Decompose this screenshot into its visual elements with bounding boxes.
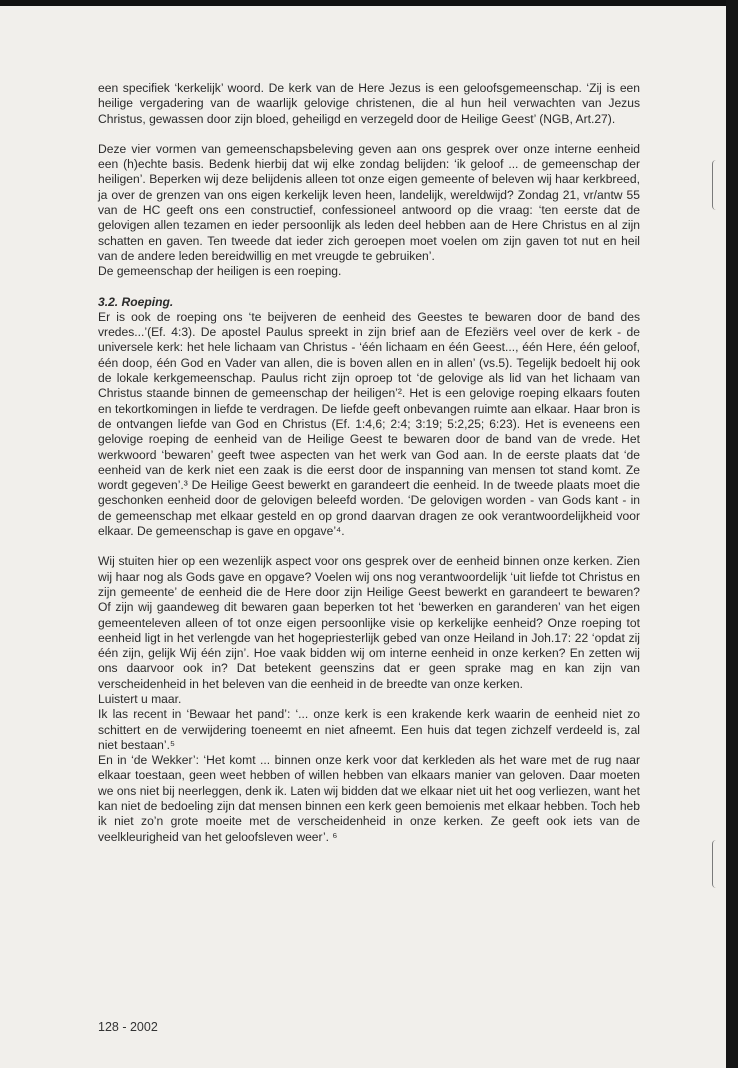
margin-bracket-top (712, 160, 721, 210)
paragraph-roeping: Er is ook de roeping ons ‘te beijveren de eenheid des Geestes te bewaren door de band des vredes...’(Ef. 4:3). De apostel Paulus spreekt in zijn brief aan de Efeziërs veel over de kerk - de universele kerk: het hele lichaam van Christus - ‘één lichaam en één Geest..., één Here, één geloof, één doop, één God en Vader van allen, die is boven allen en in allen’ (vs.5). Tegelijk bedoelt hij ook de lokale kerkgemeenschap. Paulus richt zijn oproep tot ‘de gelovige als lid van het lichaam van Christus staande binnen de gemeenschap der heiligen’². Het is een gelovige roeping elkaars fouten en tekortkomingen in liefde te verdragen. De liefde geeft onbevangen ruimte aan elkaar. Haar bron is de ontvangen liefde van God en Christus (Ef. 1:4,6; 2:4; 3:19; 5:2,25; 6:23). Het is eveneens een gelovige roeping de eenheid van de Heilige Geest te bewaren door de band van de vrede. Het werkwoord ‘bewaren’ geeft twee aspecten van het werk van God aan. In de eerste plaats dat ‘de eenheid van de kerk niet een zaak is die eerst door de inspanning van mensen tot stand komt. Ze wordt gegeven’.³ De Heilige Geest bewerkt en garandeert die eenheid. In de tweede plaats moet die geschonken eenheid door de gelovigen beleefd worden. ‘De gelovigen worden - van Gods kant - in de gemeenschap met elkaar gesteld en op grond daarvan dragen ze ook verantwoordelijkheid voor elkaar. De gemeenschap is gave en opgave’⁴. (98, 309, 640, 539)
scan-border-top (0, 0, 738, 6)
paragraph-roeping-statement: De gemeenschap der heiligen is een roeping. (98, 264, 342, 279)
paragraph-eenheid: Wij stuiten hier op een wezenlijk aspect voor ons gesprek over de eenheid binnen onze kerken. Zien wij haar nog als Gods gave en opgave? Voelen wij ons nog verantwoordelijk ‘uit liefde tot Christus en zijn gemeente’ de eenheid die de Here door zijn Heilige Geest bewerkt en garandeert te bewaren? Of zijn wij gaandeweg dit bewaren gaan beperken tot het ‘bewerken en garanderen’ van het eigen gemeenteleven alleen of tot onze eigen persoonlijke visie op kerkelijke eenheid? Onze roeping tot eenheid ligt in het verlengde van het hogepriesterlijk gebed van onze Heiland in Joh.17: 22 ‘opdat zij één zijn, gelijk Wij één zijn’. Hoe vaak bidden wij om interne eenheid in onze kerken? En zetten wij ons daarvoor ook in? Dat betekent geenszins dat er geen sprake mag en kan zijn van verscheidenheid in het beleven van die eenheid in de breedte van onze kerken. (98, 554, 640, 691)
paragraph-luistert: Luistert u maar. (98, 691, 182, 706)
page-number: 128 - 2002 (98, 1020, 158, 1034)
scan-border-right (726, 0, 738, 1068)
paragraph-gemeenschapsbeleving: Deze vier vormen van gemeenschapsbeleving geven aan ons gesprek over onze interne eenheid een (h)echte basis. Bedenk hierbij dat wij elke zondag belijden: ‘ik geloof ... de gemeenschap der heiligen’. Beperken wij deze belijdenis alleen tot onze eigen gemeente of beleven wij haar kerkbreed, ja over de grenzen van ons eigen kerkelijk leven heen, landelijk, wereldwijd? Zondag 21, vr/antw 55 van de HC geeft ons een constructief, confessioneel antwoord op die vraag: ‘ten eerste dat de gelovigen allen tezamen en ieder persoonlijk als leden deel hebben aan de Here Christus en al zijn schatten en gaven. Ten tweede dat ieder zich geroepen moet voelen om zijn gaven tot nut en heil van de andere leden bereidwillig en met vreugde te gebruiken’. (98, 141, 640, 263)
margin-bracket-bottom (712, 840, 721, 888)
section-heading: 3.2. Roeping. (98, 294, 174, 309)
paragraph-bewaar-het-pand: Ik las recent in ‘Bewaar het pand’: ‘... onze kerk is een krakende kerk waarin de eenheid niet zo schittert en de verwijdering toeneemt en niet afneemt. Een huis dat tegen zichzelf verdeeld is, zal niet bestaan’.⁵ (98, 707, 640, 752)
paragraph-de-wekker: En in ‘de Wekker’: ‘Het komt ... binnen onze kerk voor dat kerkleden als het ware met de rug naar elkaar toestaan, geen weet hebben of willen hebben van elkaars manier van geloven. Daar moeten we ons niet bij neerleggen, denk ik. Laten wij bidden dat we elkaar niet uit het oog verliezen, want het kan niet de bedoeling zijn dat mensen binnen een kerk geen bemoienis met elkaar hebben. Toch heb ik niet zo’n grote moeite met de verscheidenheid in onze kerken. Ze geeft ook iets van de veelkleurigheid van het geloofsleven weer’. ⁶ (98, 753, 640, 844)
page-body (98, 81, 640, 845)
paragraph-intro: een specifiek ‘kerkelijk’ woord. De kerk van de Here Jezus is een geloofsgemeenschap. ‘Zij is een heilige vergadering van de waarlijk gelovige christenen, die al hun heil verwachten van Jezus Christus, gewassen door zijn bloed, geheiligd en verzegeld door de Heilige Geest’ (NGB, Art.27). (98, 81, 640, 126)
